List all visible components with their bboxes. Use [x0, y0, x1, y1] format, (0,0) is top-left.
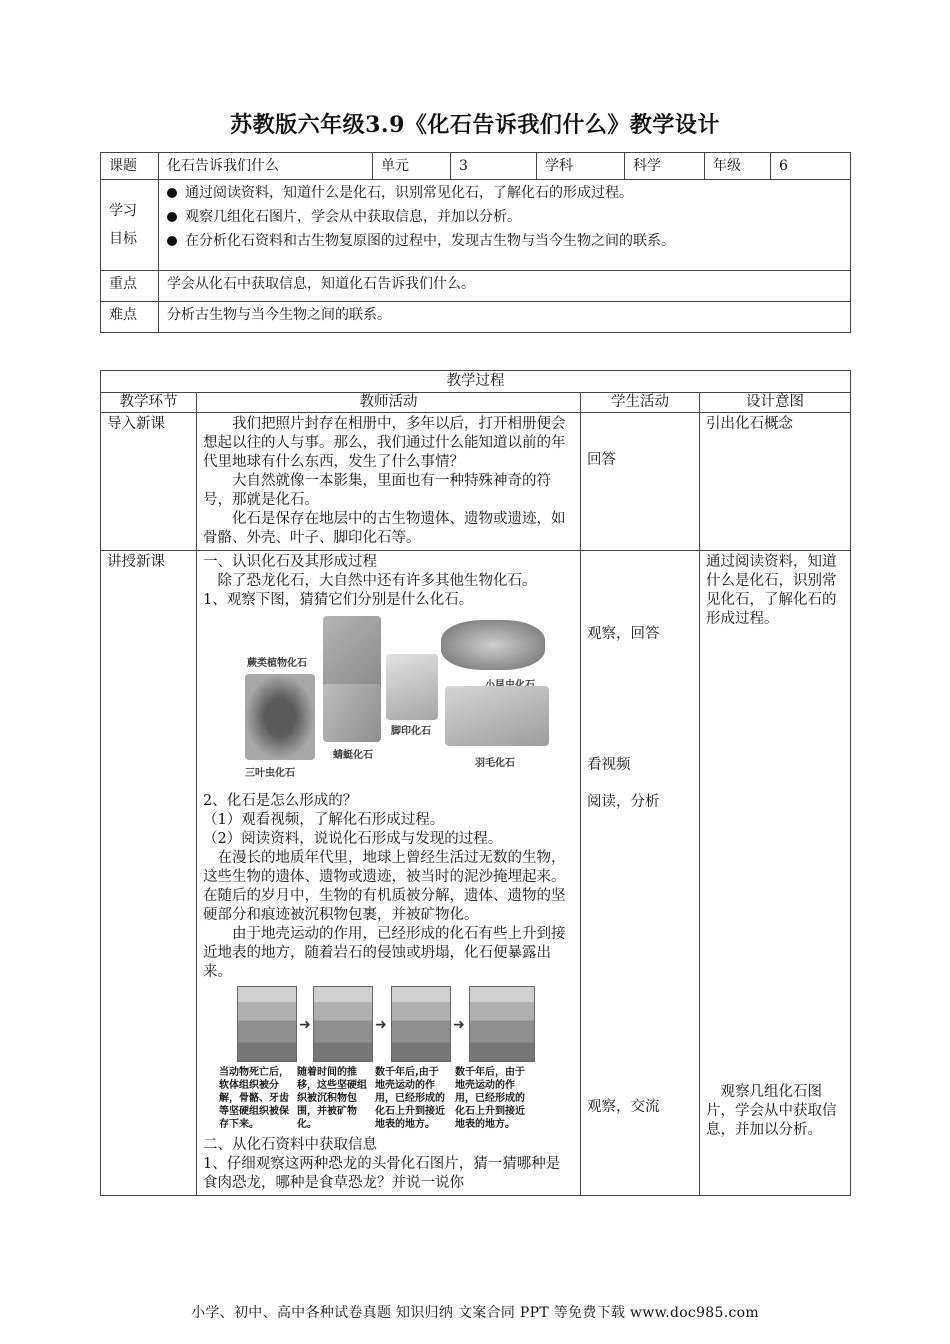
intent-text: 观察几组化石图片，学会从中获取信息，并加以分析。: [706, 1084, 837, 1138]
stage-new: 讲授新课: [101, 551, 197, 1196]
teacher-paragraph: 我们把照片封存在相册中，多年以后，打开相册便会想起以往的人与事。那么，我们通过什么能知道以前的年代里地球有什么东西，发生了什么事情？: [203, 416, 566, 470]
teacher-intro: [197, 413, 581, 551]
header-student: 学生活动: [581, 393, 700, 413]
process-table: [100, 370, 851, 1196]
difficult-label: 难点: [101, 302, 159, 333]
info-table: [100, 152, 851, 333]
subject-value: 科学: [625, 153, 705, 180]
grade-value: 6: [771, 153, 851, 180]
student-text: 回答: [587, 452, 616, 468]
goal-item: [167, 231, 842, 251]
process-row-intro: [101, 413, 851, 551]
goal-text: 在分析化石资料和古生物复原图的过程中，发现古生物与当今生物之间的联系。: [185, 233, 675, 249]
fossil-label: 三叶虫化石: [245, 768, 295, 779]
footprint-fossil-image: [386, 654, 438, 720]
formation-step-image: [313, 986, 373, 1062]
goal-item: [167, 207, 842, 227]
bullet-icon: [167, 212, 177, 222]
question-text: （1）观看视频，了解化石形成过程。: [203, 812, 445, 828]
goals-list: [159, 180, 851, 271]
fossil-label: 羽毛化石: [475, 758, 515, 769]
header-teacher: 教师活动: [197, 393, 581, 413]
student-text: 看视频: [587, 757, 631, 773]
fossil-label: 蜻蜓化石: [333, 750, 373, 761]
formation-step-image: [391, 986, 451, 1062]
student-new: [581, 551, 700, 1196]
header-stage: 教学环节: [101, 393, 197, 413]
info-row-key: [101, 271, 851, 302]
intent-new: [700, 551, 851, 1196]
teacher-paragraph: 化石是保存在地层中的古生物遗体、遗物或遗迹，如骨骼、外壳、叶子、脚印化石等。: [203, 511, 566, 546]
document-title: 苏教版六年级3.9《化石告诉我们什么》教学设计: [230, 112, 720, 138]
course-value: 化石告诉我们什么: [159, 153, 373, 180]
question-text: 1、仔细观察这两种恐龙的头骨化石图片，猜一猜哪种是食肉恐龙，哪种是食草恐龙？并说一说你: [203, 1156, 561, 1191]
course-label: 课题: [101, 153, 159, 180]
teacher-paragraph: 在漫长的地质年代里，地球上曾经生活过无数的生物，这些生物的遗体、遗物或遗迹，被当时的泥沙掩埋起来。在随后的岁月中，生物的有机质被分解，遗体、遗物的坚硬部分和痕迹被沉积物包裹，并被矿物化。: [203, 850, 566, 923]
trilobite-fossil-image: [245, 674, 315, 760]
formation-step-caption: 数千年后，由于地壳运动的作用，已经形成的化石上升到接近地表的地方。: [455, 1067, 525, 1130]
unit-value: 3: [451, 153, 537, 180]
formation-step-caption: 当动物死亡后，软体组织被分解，骨骼、牙齿等坚硬组织被保存下来。: [219, 1067, 289, 1130]
stage-intro: 导入新课: [101, 413, 197, 551]
process-header-row: [101, 393, 851, 413]
arrow-right-icon: ➜: [375, 1017, 387, 1033]
grade-label: 年级: [705, 153, 771, 180]
section-heading: 一、认识化石及其形成过程: [203, 554, 377, 570]
intent-intro: 引出化石概念: [700, 413, 851, 551]
teacher-paragraph: 除了恐龙化石，大自然中还有许多其他生物化石。: [217, 573, 537, 589]
fossil-figure: [203, 614, 574, 786]
section-heading: 二、从化石资料中获取信息: [203, 1137, 377, 1153]
fossil-label: 脚印化石: [391, 726, 431, 737]
fossil-label: 蕨类植物化石: [247, 658, 307, 669]
formation-step-image: [237, 986, 297, 1062]
process-caption: 教学过程: [101, 371, 851, 393]
goal-text: 观察几组化石图片，学会从中获取信息，并加以分析。: [185, 209, 521, 225]
bullet-icon: [167, 236, 177, 246]
goals-label: [101, 180, 159, 271]
student-text: 观察，交流: [587, 1099, 660, 1115]
intent-text: 通过阅读资料，知道什么是化石，识别常见化石，了解化石的形成过程。: [706, 554, 837, 627]
goal-item: [167, 183, 842, 203]
formation-step-caption: 数千年后,由于地壳运动的作用，已经形成的化石上升到接近地表的地方。: [375, 1067, 445, 1130]
header-intent: 设计意图: [700, 393, 851, 413]
student-text: 阅读，分析: [587, 794, 660, 810]
dragonfly-fossil-image: [323, 684, 381, 742]
question-text: 1、观察下图，猜猜它们分别是什么化石。: [203, 592, 474, 608]
teacher-paragraph: 大自然就像一本影集，里面也有一种特殊神奇的符号，那就是化石。: [203, 473, 551, 508]
teacher-paragraph: 由于地壳运动的作用，已经形成的化石有些上升到接近地表的地方，随着岩石的侵蚀或坍塌，化石便暴露出来。: [203, 926, 566, 980]
subject-label: 学科: [537, 153, 625, 180]
goals-label-text: 学习目标: [109, 203, 137, 247]
formation-step-caption: 随着时间的推移，这些坚硬组织被沉积物包围，并被矿物化。: [297, 1067, 367, 1130]
footer-text: 小学、初中、高中各种试卷真题 知识归纳 文案合同 PPT 等免费下载 www.doc985.com: [191, 1305, 759, 1321]
question-text: 2、化石是怎么形成的？: [203, 793, 358, 809]
process-caption-row: [101, 371, 851, 393]
unit-label: 单元: [373, 153, 451, 180]
bullet-icon: [167, 188, 177, 198]
info-row-course: [101, 153, 851, 180]
teacher-new: [197, 551, 581, 1196]
goal-text: 通过阅读资料，知道什么是化石，识别常见化石，了解化石的形成过程。: [185, 185, 633, 201]
fossil-formation-figure: [203, 986, 574, 1134]
difficult-value: 分析古生物与当今生物之间的联系。: [159, 302, 851, 333]
formation-step-image: [469, 986, 535, 1062]
process-row-new: [101, 551, 851, 1196]
arrow-right-icon: ➜: [299, 1017, 311, 1033]
feather-fossil-image: [445, 686, 549, 746]
key-value: 学会从化石中获取信息，知道化石告诉我们什么。: [159, 271, 851, 302]
question-text: （2）阅读资料，说说化石形成与发现的过程。: [203, 831, 503, 847]
student-text: 观察，回答: [587, 626, 660, 642]
arrow-right-icon: ➜: [453, 1017, 465, 1033]
info-row-difficult: [101, 302, 851, 333]
key-label: 重点: [101, 271, 159, 302]
insect-fossil-image: [441, 620, 545, 670]
student-intro: [581, 413, 700, 551]
info-row-goals: [101, 180, 851, 271]
